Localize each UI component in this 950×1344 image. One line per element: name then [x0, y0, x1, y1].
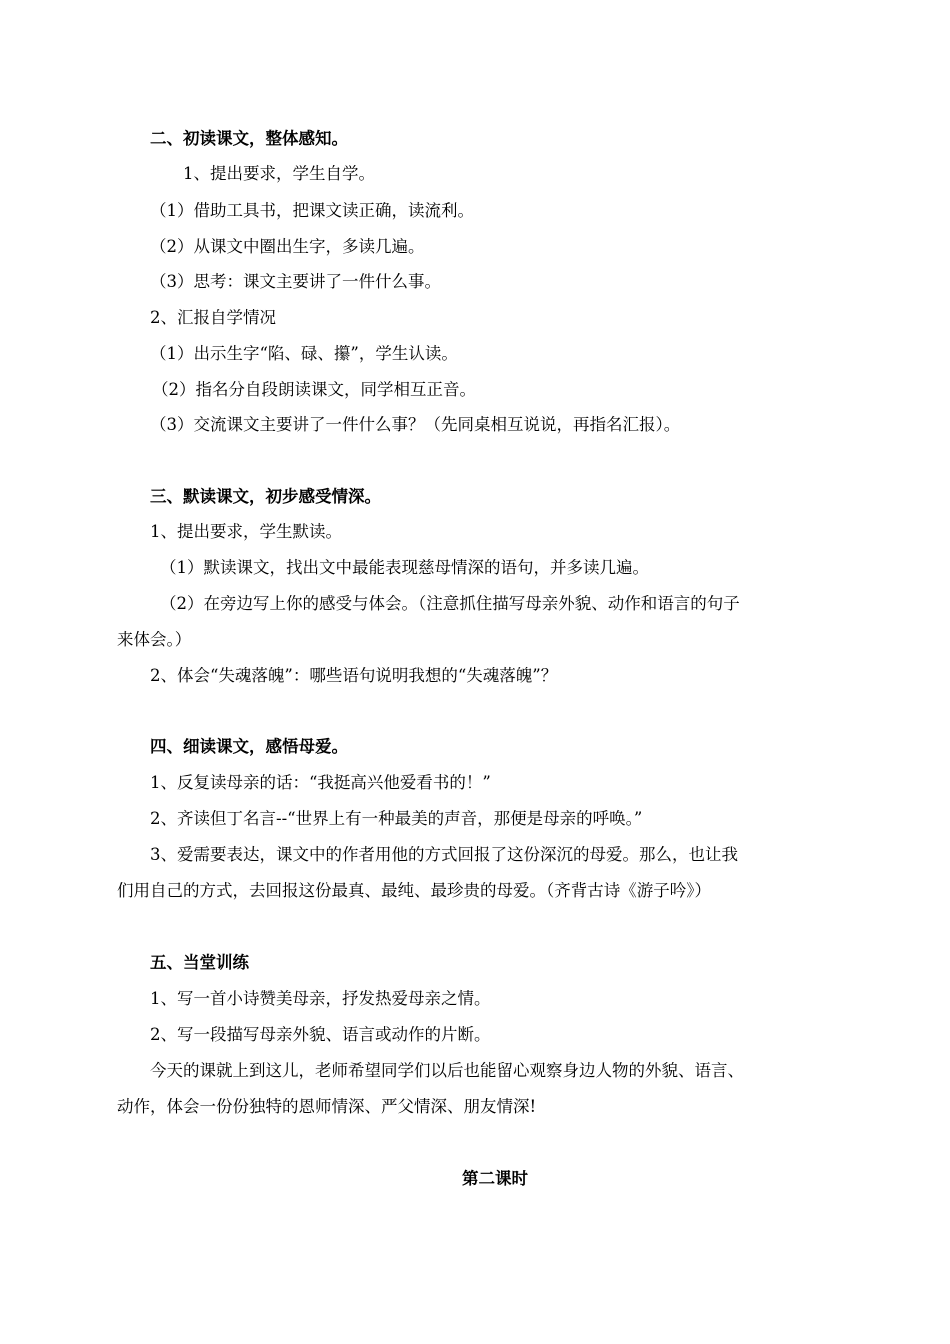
paragraph-line: 1、提出要求，学生默读。: [150, 522, 342, 541]
paragraph-line: 1、反复读母亲的话：“我挺高兴他爱看书的！”: [150, 773, 491, 792]
section-heading: 四、细读课文，感悟母爱。: [150, 737, 348, 756]
section-heading: 三、默读课文，初步感受情深。: [150, 487, 381, 506]
paragraph-line: （2）指名分自段朗读课文，同学相互正音。: [152, 380, 476, 399]
paragraph-line: 2、齐读但丁名言--“世界上有一种最美的声音，那便是母亲的呼唤。”: [150, 809, 643, 828]
paragraph-line: （1）借助工具书，把课文读正确，读流利。: [150, 201, 474, 220]
paragraph-line: （3）交流课文主要讲了一件什么事？（先同桌相互说说，再指名汇报）。: [150, 415, 681, 434]
section-heading: 五、当堂训练: [150, 953, 249, 972]
paragraph-line: 2、写一段描写母亲外貌、语言或动作的片断。: [150, 1025, 491, 1044]
paragraph-line: （2）在旁边写上你的感受与体会。（注意抓住描写母亲外貌、动作和语言的句子: [160, 594, 740, 613]
paragraph-line: 动作，体会一份份独特的恩师情深、严父情深、朋友情深!: [117, 1097, 537, 1116]
paragraph-line: （3）思考：课文主要讲了一件什么事。: [150, 272, 441, 291]
lesson-title: 第二课时: [462, 1169, 528, 1188]
section-heading: 二、初读课文，整体感知。: [150, 129, 348, 148]
paragraph-line: 3、爱需要表达，课文中的作者用他的方式回报了这份深沉的母爱。那么，也让我: [150, 845, 738, 864]
paragraph-line: 2、体会“失魂落魄”：哪些语句说明我想的“失魂落魄”？: [150, 666, 558, 685]
paragraph-line: （2）从课文中圈出生字，多读几遍。: [150, 237, 425, 256]
paragraph-line: 2、汇报自学情况: [150, 308, 276, 327]
paragraph-line: 来体会。）: [117, 630, 192, 649]
paragraph-line: 们用自己的方式，去回报这份最真、最纯、最珍贵的母爱。（齐背古诗《游子吟》）: [117, 881, 711, 900]
paragraph-line: （1）默读课文，找出文中最能表现慈母情深的语句，并多读几遍。: [160, 558, 649, 577]
paragraph-line: （1）出示生字“陷、碌、攥”，学生认读。: [150, 344, 458, 363]
paragraph-line: 1、提出要求，学生自学。: [183, 164, 375, 183]
paragraph-line: 1、写一首小诗赞美母亲，抒发热爱母亲之情。: [150, 989, 491, 1008]
paragraph-line: 今天的课就上到这儿，老师希望同学们以后也能留心观察身边人物的外貌、语言、: [150, 1061, 744, 1080]
